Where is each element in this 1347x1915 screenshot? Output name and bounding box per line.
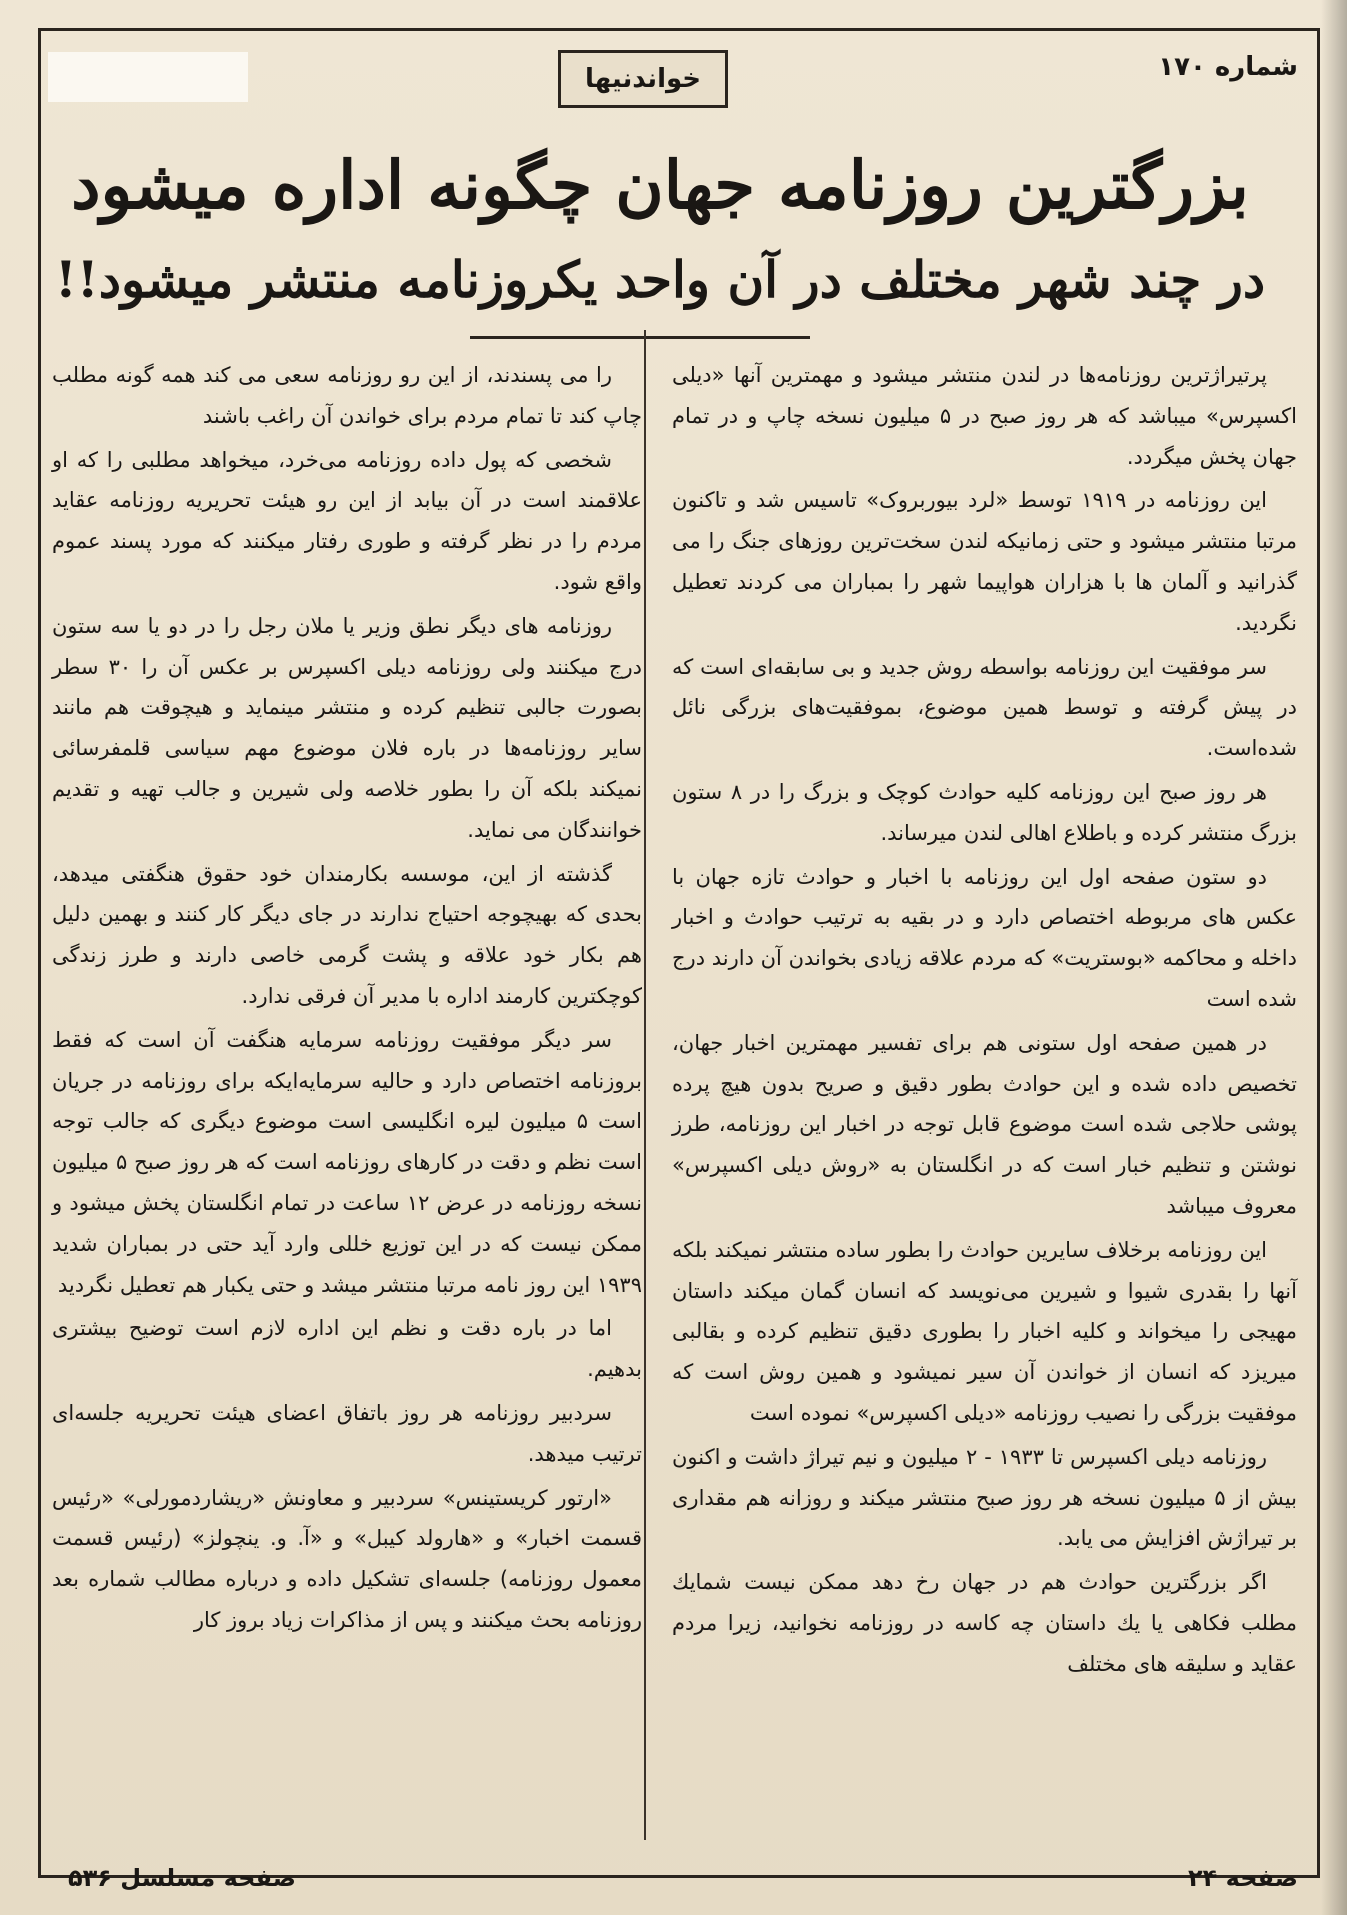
article-column-right [672,355,1297,1688]
paragraph: در همین صفحه اول ستونی هم برای تفسیر مهمترین اخبار جهان، تخصیص داده شده و این حوادث بطور دقیق و صریح بدون هیچ پرده پوشی حلاجی شده است موضوع قابل توجه در اخبار این روزنامه، طرز نوشتن و تنظیم خبار است که در انگلستان به «روش دیلی اکسپرس» معروف میباشد [672,1030,1297,1218]
section-title: خواندنیها [584,64,702,94]
serial-page-number: صفحه مسلسل ۵۳۶ [68,1864,296,1892]
paragraph: سر موفقیت این روزنامه بواسطه روش جدید و بی سابقه‌ای است که در پیش گرفته و توسط همین موضوع، بموفقیت‌های بزرگی نائل شده‌است. [672,654,1297,761]
title-rule [470,336,810,339]
paragraph: دو ستون صفحه اول این روزنامه با اخبار و حوادث تازه جهان با عکس های مربوطه اختصاص دارد و در بقیه به ترتیب حوادث و اخبار داخله و محاکمه «بوستریت» که مردم علاقه زیادی بخواندن آن دارند درج شده است [672,864,1297,1011]
page-footer [38,1860,1320,1910]
paragraph: این روزنامه برخلاف سایرین حوادث را بطور ساده منتشر نمیکند بلکه آنها را بقدری شیوا و شیرین می‌نویسد که انسان گمان میکند داستان مهیجی را میخواند و کلیه اخبار را بطوری دقیق تنظیم کرده و بقالبی میریزد که انسان از خواندن آن سیر نمیشود و همین روش است که موفقیت بزرگی را نصیب روزنامه «دیلی اکسپرس» نموده است [672,1237,1297,1425]
paragraph: این روزنامه در ۱۹۱۹ توسط «لرد بیوربروک» تاسیس شد و تاکنون مرتبا منتشر میشود و حتی زمانیکه لندن سخت‌ترین روزهای جنگ را می گذرانید و آلمان ها با هزاران هواپیما شهر را بمباران می کردند تعطیل نگردید. [672,488,1297,635]
paragraph: روزنامه های دیگر نطق وزیر یا ملان رجل را در دو یا سه ستون درج میکنند ولی روزنامه دیلی اکسپرس بر عکس آن را ۳۰ سطر بصورت جالبی تنظیم کرده و منتشر مینماید و هیچوقت هم مانند سایر روزنامه‌ها در باره فلان موضوع مهم سیاسی قلمفرسائی نمیکند بلکه آن را بطور خلاصه ولی شیرین و جالب تهیه و تقدیم خوانندگان می نماید. [52,613,642,842]
page-header [38,30,1320,110]
article-headline: بزرگترین روزنامه جهان چگونه اداره میشود [71,146,1249,224]
column-divider [644,330,646,1840]
paragraph: هر روز صبح این روزنامه کلیه حوادث کوچک و بزرگ را در ۸ ستون بزرگ منتشر کرده و باطلاع اهالی لندن میرساند. [672,779,1297,845]
article-column-left [52,355,642,1644]
section-title-box [558,50,728,108]
paragraph: را می پسندند، از این رو روزنامه سعی می کند همه گونه مطلب چاپ کند تا تمام مردم برای خواندن آن راغب باشند [52,363,642,428]
masked-header-info [48,52,248,102]
paragraph: اگر بزرگترین حوادث هم در جهان رخ دهد ممکن نیست شمایك مطلب فکاهی یا یك داستان چه کاسه در روزنامه نخوانید، زیرا مردم عقاید و سلیقه های مختلف [672,1570,1297,1676]
paragraph: سردبیر روزنامه هر روز باتفاق اعضای هیئت تحریریه جلسه‌ای ترتیب میدهد. [52,1400,642,1466]
paragraph: روزنامه دیلی اکسپرس تا ۱۹۳۳ - ۲ میلیون و نیم تیراژ داشت و اکنون بیش از ۵ میلیون نسخه هر روز صبح منتشر میکند و روزانه هم مقداری بر تیراژش افزایش می یابد. [672,1444,1298,1551]
paragraph: اما در باره دقت و نظم این اداره لازم است توضیح بیشتری بدهیم. [52,1316,642,1382]
paragraph: «ارتور کریستینس» سردبیر و معاونش «ریشاردمورلی» «رئیس قسمت اخبار» و «هارولد کیبل» و «آ. و. ینچولز» (رئیس قسمت معمول روزنامه) جلسه‌ای تشکیل داده و درباره مطالب شماره بعد روزنامه بحث میکنند و پس از مذاکرات زیاد بروز کار [52,1485,642,1632]
binding-shadow [1321,0,1347,1915]
issue-number: شماره ۱۷۰ [1158,52,1298,82]
page-number: صفحه ۲۴ [1188,1864,1298,1892]
paragraph: پرتیراژترین روزنامه‌ها در لندن منتشر میشود و مهمترین آنها «دیلی اکسپرس» میباشد که هر روز صبح در ۵ میلیون نسخه چاپ و در تمام جهان پخش میگردد. [672,363,1297,469]
article-subheadline: در چند شهر مختلف در آن واحد یکروزنامه منتشر میشود!! [54,250,1266,309]
paragraph: گذشته از این، موسسه بکارمندان خود حقوق هنگفتی میدهد، بحدی که بهیچوجه احتیاج ندارند در جای دیگر کار کنند و بهمین دلیل هم بکار خود علاقه و پشت گرمی خاصی دارند و طرز زندگی کوچکترین کارمند اداره با مدیر آن فرقی ندارد. [52,861,642,1008]
paragraph: سر دیگر موفقیت روزنامه سرمایه هنگفت آن است که فقط بروزنامه اختصاص دارد و حالیه سرمایه‌ایکه برای روزنامه در جریان است ۵ میلیون لیره انگلیسی است موضوع دیگری که جالب توجه است نظم و دقت در کارهای روزنامه است که هر روز صبح ۵ میلیون نسخه روزنامه در عرض ۱۲ ساعت در تمام انگلستان پخش میشود و ممکن نیست که در این توزیع خللی وارد آید حتی در بمباران شدید ۱۹۳۹ این روز نامه مرتبا منتشر میشد و حتی یکبار هم تعطیل نگردید [52,1027,642,1297]
paragraph: شخصی که پول داده روزنامه می‌خرد، میخواهد مطلبی را که او علاقمند است در آن بیابد از این رو هیئت تحریریه روزنامه عقاید مردم را در نظر گرفته و طوری رفتار میکنند که مورد پسند عموم واقع شود. [52,447,642,594]
